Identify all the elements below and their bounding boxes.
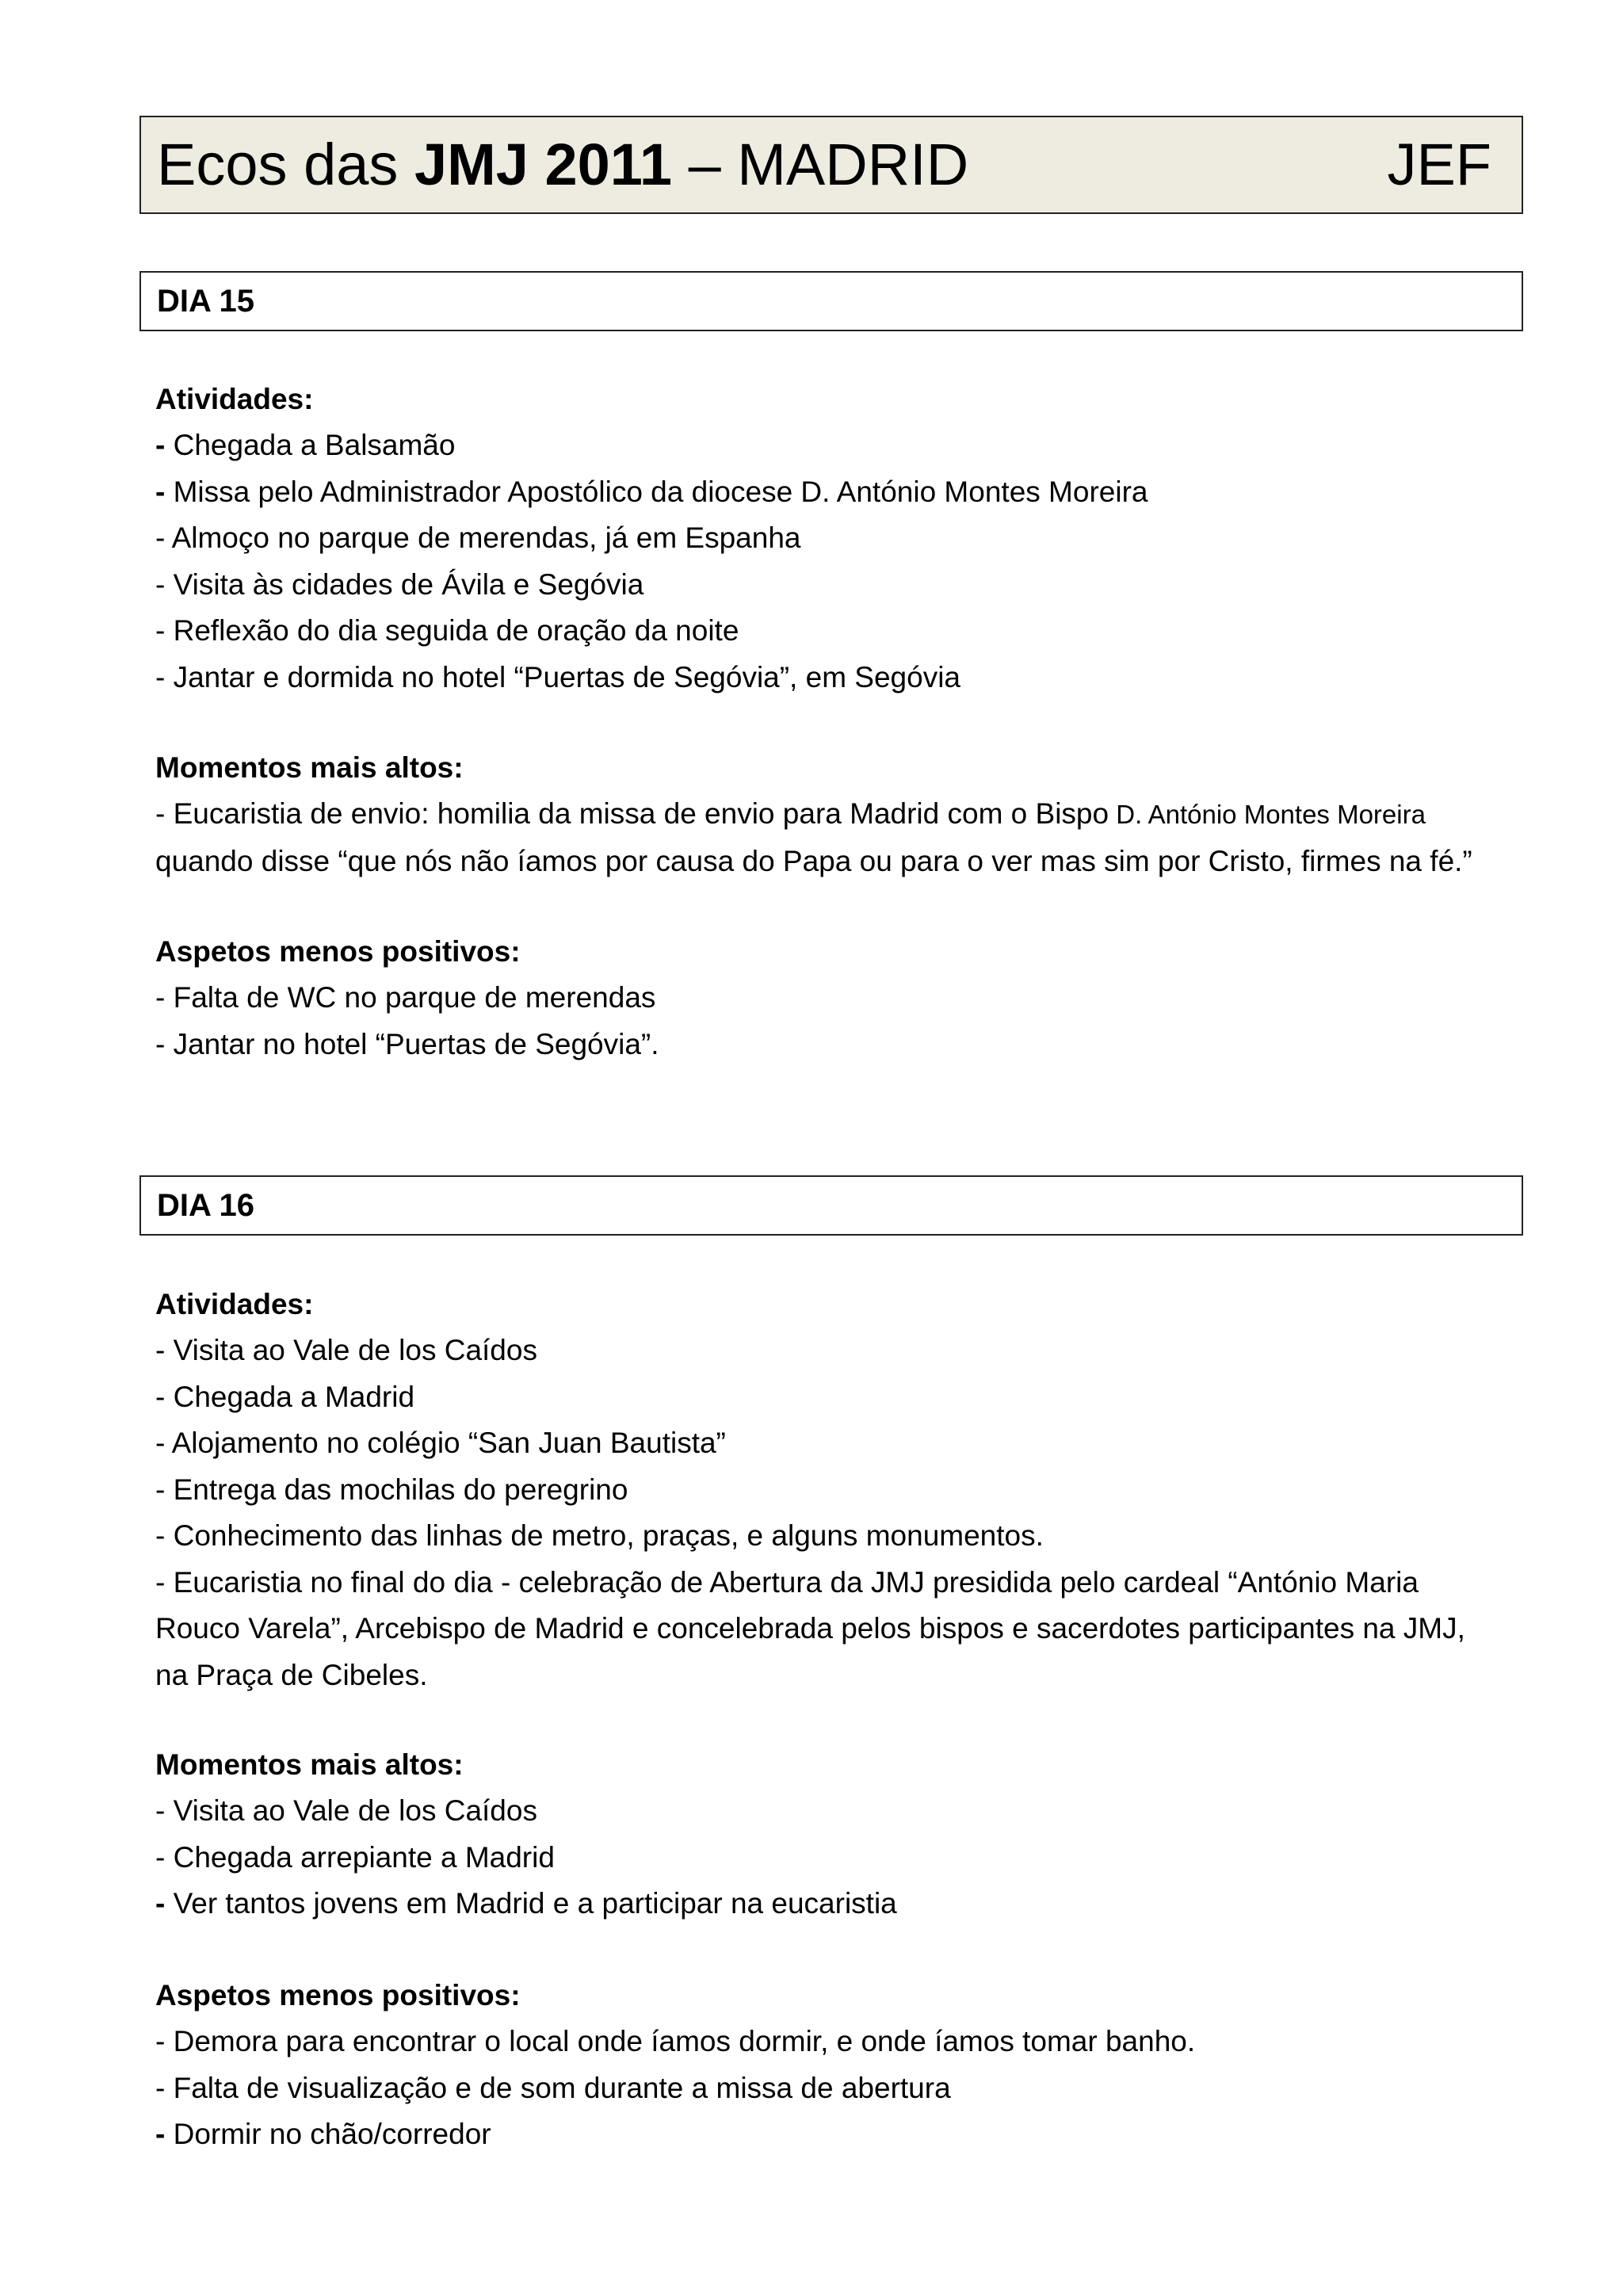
list-item: - Jantar e dormida no hotel “Puertas de Segóvia”, em Segóvia — [155, 660, 961, 693]
day-15-header: DIA 15 — [139, 271, 1523, 331]
list-item: - Conhecimento das linhas de metro, praças, e alguns monumentos. — [155, 1519, 1044, 1552]
day-16-negatives — [155, 1973, 1518, 2158]
day-16-activities — [155, 1282, 1518, 1698]
list-item: - Visita às cidades de Ávila e Segóvia — [155, 567, 644, 601]
list-item: - Jantar no hotel “Puertas de Segóvia”. — [155, 1027, 659, 1060]
section-heading: Aspetos menos positivos: — [155, 935, 521, 968]
list-item: - Chegada a Madrid — [155, 1380, 415, 1413]
list-item: - Falta de WC no parque de merendas — [155, 981, 656, 1014]
section-heading: Momentos mais altos: — [155, 1748, 464, 1781]
list-item: - Reflexão do dia seguida de oração da noite — [155, 614, 739, 647]
document-title: Ecos das JMJ 2011 – MADRID — [157, 132, 969, 197]
section-heading: Atividades: — [155, 1288, 314, 1320]
day-15-activities — [155, 376, 1518, 701]
list-item: - Alojamento no colégio “San Juan Bautista” — [155, 1427, 726, 1459]
section-heading: Momentos mais altos: — [155, 751, 464, 784]
list-item: - Falta de visualização e de som durante a missa de abertura — [155, 2071, 951, 2104]
list-item: - Visita ao Vale de los Caídos — [155, 1334, 537, 1366]
list-item: - Chegada arrepiante a Madrid — [155, 1840, 555, 1874]
list-item: - Eucaristia de envio: homilia da missa de envio para Madrid com o Bispo D. António Montes Moreira — [155, 797, 1426, 830]
list-item: - Visita ao Vale de los Caídos — [155, 1794, 537, 1827]
list-item: - Chegada a Balsamão — [155, 429, 456, 461]
section-heading: Aspetos menos positivos: — [155, 1979, 521, 2011]
day-16-highlights — [155, 1742, 1518, 1927]
list-item-continuation: Rouco Varela”, Arcebispo de Madrid e concelebrada pelos bispos e sacerdotes participantes na JMJ, — [155, 1612, 1465, 1645]
day-15-highlights — [155, 745, 1518, 884]
list-item: - Dormir no chão/corredor — [155, 2118, 491, 2150]
document-title-box — [139, 116, 1523, 214]
list-item: - Missa pelo Administrador Apostólico da diocese D. António Montes Moreira — [155, 475, 1148, 508]
section-heading: Atividades: — [155, 383, 314, 415]
day-15-negatives — [155, 929, 1518, 1068]
list-item-continuation: quando disse “que nós não íamos por causa do Papa ou para o ver mas sim por Cristo, firmes na fé.” — [155, 844, 1472, 877]
list-item: - Entrega das mochilas do peregrino — [155, 1473, 628, 1506]
list-item-continuation: na Praça de Cibeles. — [155, 1658, 428, 1691]
list-item: - Ver tantos jovens em Madrid e a participar na eucaristia — [155, 1887, 897, 1920]
day-16-header: DIA 16 — [139, 1175, 1523, 1236]
document-tag: JEF — [1387, 132, 1491, 197]
list-item: - Almoço no parque de merendas, já em Espanha — [155, 521, 801, 554]
list-item: - Eucaristia no final do dia - celebração de Abertura da JMJ presidida pelo cardeal “António Maria — [155, 1565, 1419, 1599]
list-item: - Demora para encontrar o local onde íamos dormir, e onde íamos tomar banho. — [155, 2025, 1196, 2057]
